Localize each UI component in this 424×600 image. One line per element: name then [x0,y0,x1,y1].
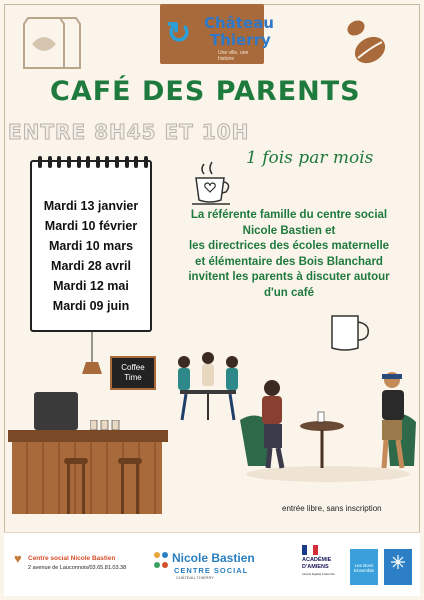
espresso-machine-icon [34,392,78,430]
nicole-bastien-logo [152,547,274,587]
dates-list [32,196,150,316]
coffee-time-sign [110,356,156,390]
free-entry-note: entrée libre, sans inscription [282,504,382,513]
parents-group-illustration [170,350,246,424]
logo-line2: Thierry [210,31,271,49]
nb-logo-line3: CHÂTEAU-THIERRY [176,575,214,580]
coffee-bean-icon [344,16,390,70]
invitation-message [166,208,412,301]
people-icon [152,551,170,575]
logo-tagline: Une ville, une histoire [218,50,249,62]
ct-logo-mark: ↻ [166,17,192,50]
date-item: Mardi 10 février [44,219,138,233]
mug-icon [328,308,374,354]
frequency-text: 1 fois par mois [246,148,374,168]
two-people-table-illustration [236,370,422,484]
coffee-bag-icon [20,14,82,72]
french-flag-icon [302,545,318,555]
hanging-lamp-icon [82,332,102,378]
date-item: Mardi 09 juin [52,299,130,313]
partner-logo-1-text: Les Bons Ensemble [353,563,374,573]
page-title: CAFÉ DES PARENTS [50,76,361,107]
notepad-rings [38,156,148,168]
message-line: d'un café [263,286,315,299]
message-line: les directrices des écoles maternelle [188,240,390,252]
date-item: Mardi 12 mai [53,279,129,293]
partner-logo-1 [350,549,378,585]
logo-line1: Château [204,14,274,32]
centre-social-address: 2 avenue de Lauconnois/03.65.81.03.38 [28,565,127,571]
counter-top [8,430,168,442]
sign-line: Time [124,373,142,382]
partner-logo-2 [384,549,412,585]
academie-line1: ACADÉMIE [302,557,332,563]
date-item: Mardi 10 mars [48,239,134,253]
footer-partners [4,532,420,596]
snowflake-icon [391,555,405,569]
date-item: Mardi 13 janvier [43,199,139,213]
message-line: Nicole Bastien et [242,224,336,237]
academie-motto: Liberté Égalité Fraternité [302,572,335,576]
bar-stool-icon [118,458,142,514]
academie-amiens-logo [302,545,352,589]
message-line: et élémentaire des Bois Blanchard [195,255,383,268]
nb-logo-line1: Nicole Bastien [172,551,255,565]
sign-line: Coffee [121,363,145,372]
heart-icon: ♥ [14,551,22,566]
cups-icon [90,420,120,430]
message-line: invitent les parents à discuter autour [188,271,390,283]
chateau-thierry-logo [160,4,274,64]
dates-notepad [30,160,152,332]
coffee-cup-heart-icon [190,160,236,208]
academie-line2: D'AMIENS [302,564,329,570]
bar-stool-icon [64,458,88,514]
hours-heading: ENTRE 8H45 ET 10H [8,120,250,144]
centre-social-name: Centre social Nicole Bastien [28,555,116,562]
message-line: La référente famille du centre social [190,209,388,221]
date-item: Mardi 28 avril [51,259,131,273]
nb-logo-line2: CENTRE SOCIAL [174,566,249,575]
